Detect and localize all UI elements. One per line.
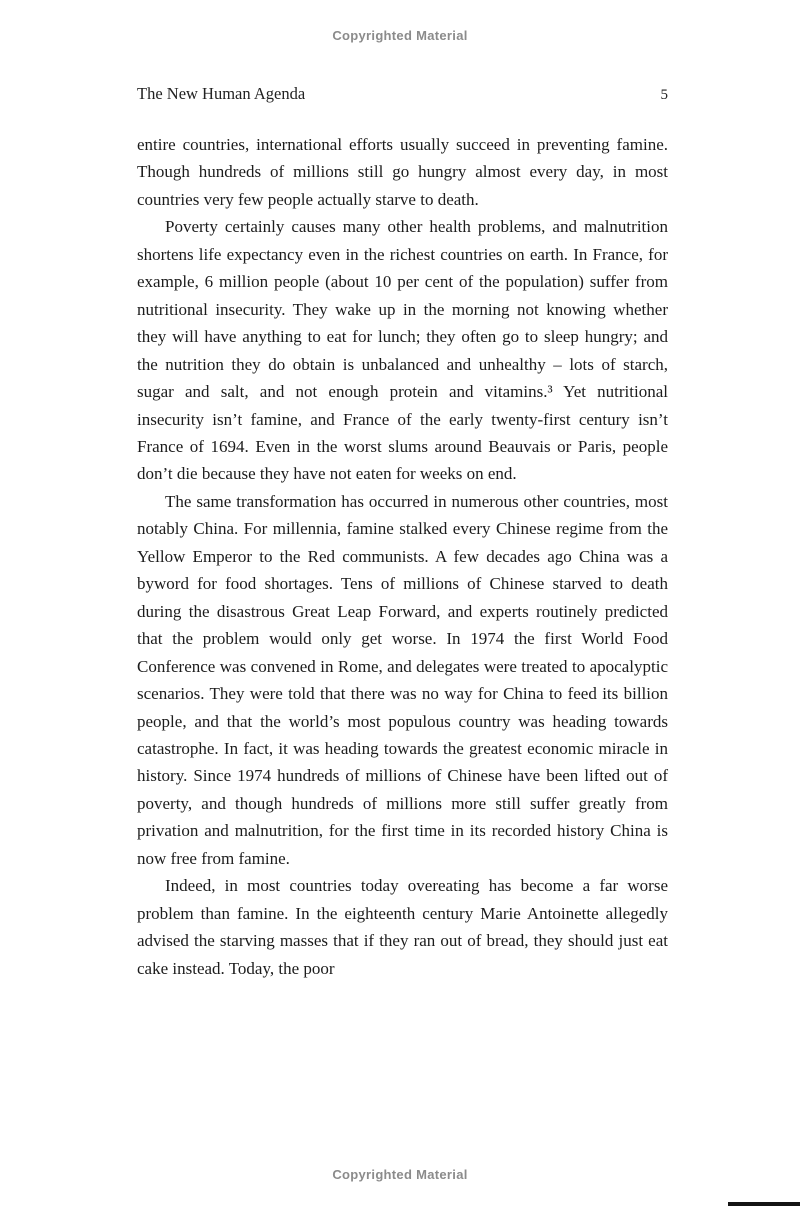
paragraph: Poverty certainly causes many other health problems, and malnutrition shortens life expectancy even in the richest countries on earth. In France, for example, 6 million people (about 10 per cent of the population) suffer from nutritional insecurity. They wake up in the morning not knowing whether they will have anything to eat for lunch; they often go to sleep hungry; and the nutrition they do obtain is unbalanced and unhealthy – lots of starch, sugar and salt, and not enough protein and vitamins.³ Yet nutritional insecurity isn’t famine, and France of the early twenty-first century isn’t France of 1694. Even in the worst slums around Beauvais or Paris, people don’t die because they have not eaten for weeks on end. [137, 217, 668, 484]
running-head [137, 84, 668, 104]
copyright-notice-bottom: Copyrighted Material [332, 1167, 468, 1182]
paragraph: The same transformation has occurred in numerous other countries, most notably China. For millennia, famine stalked every Chinese regime from the Yellow Emperor to the Red communists. A few decades ago China was a byword for food shortages. Tens of millions of Chinese starved to death during the disastrous Great Leap Forward, and experts routinely predicted that the problem would only get worse. In 1974 the first World Food Conference was convened in Rome, and delegates were treated to apocalyptic scenarios. They were told that there was no way for China to feed its billion people, and that the world’s most populous country was heading towards catastrophe. In fact, it was heading towards the greatest economic miracle in history. Since 1974 hundreds of millions of Chinese have been lifted out of poverty, and though hundreds of millions more still suffer greatly from privation and malnutrition, for the first time in its recorded history China is now free from famine. [137, 491, 668, 868]
copyright-notice-top: Copyrighted Material [332, 28, 468, 43]
paragraph: entire countries, international efforts usually succeed in preventing famine. Though hundreds of millions still go hungry almost every day, in most countries very few people actually starve to death. [137, 135, 668, 209]
chapter-title: The New Human Agenda [137, 84, 306, 103]
scan-edge-artifact [728, 1202, 800, 1206]
page-number: 5 [660, 87, 668, 103]
page-content [137, 84, 668, 982]
body-text [137, 131, 668, 982]
paragraph: Indeed, in most countries today overeating has become a far worse problem than famine. In the eighteenth century Marie Antoinette allegedly advised the starving masses that if they ran out of bread, they should just eat cake instead. Today, the poor [137, 876, 668, 978]
